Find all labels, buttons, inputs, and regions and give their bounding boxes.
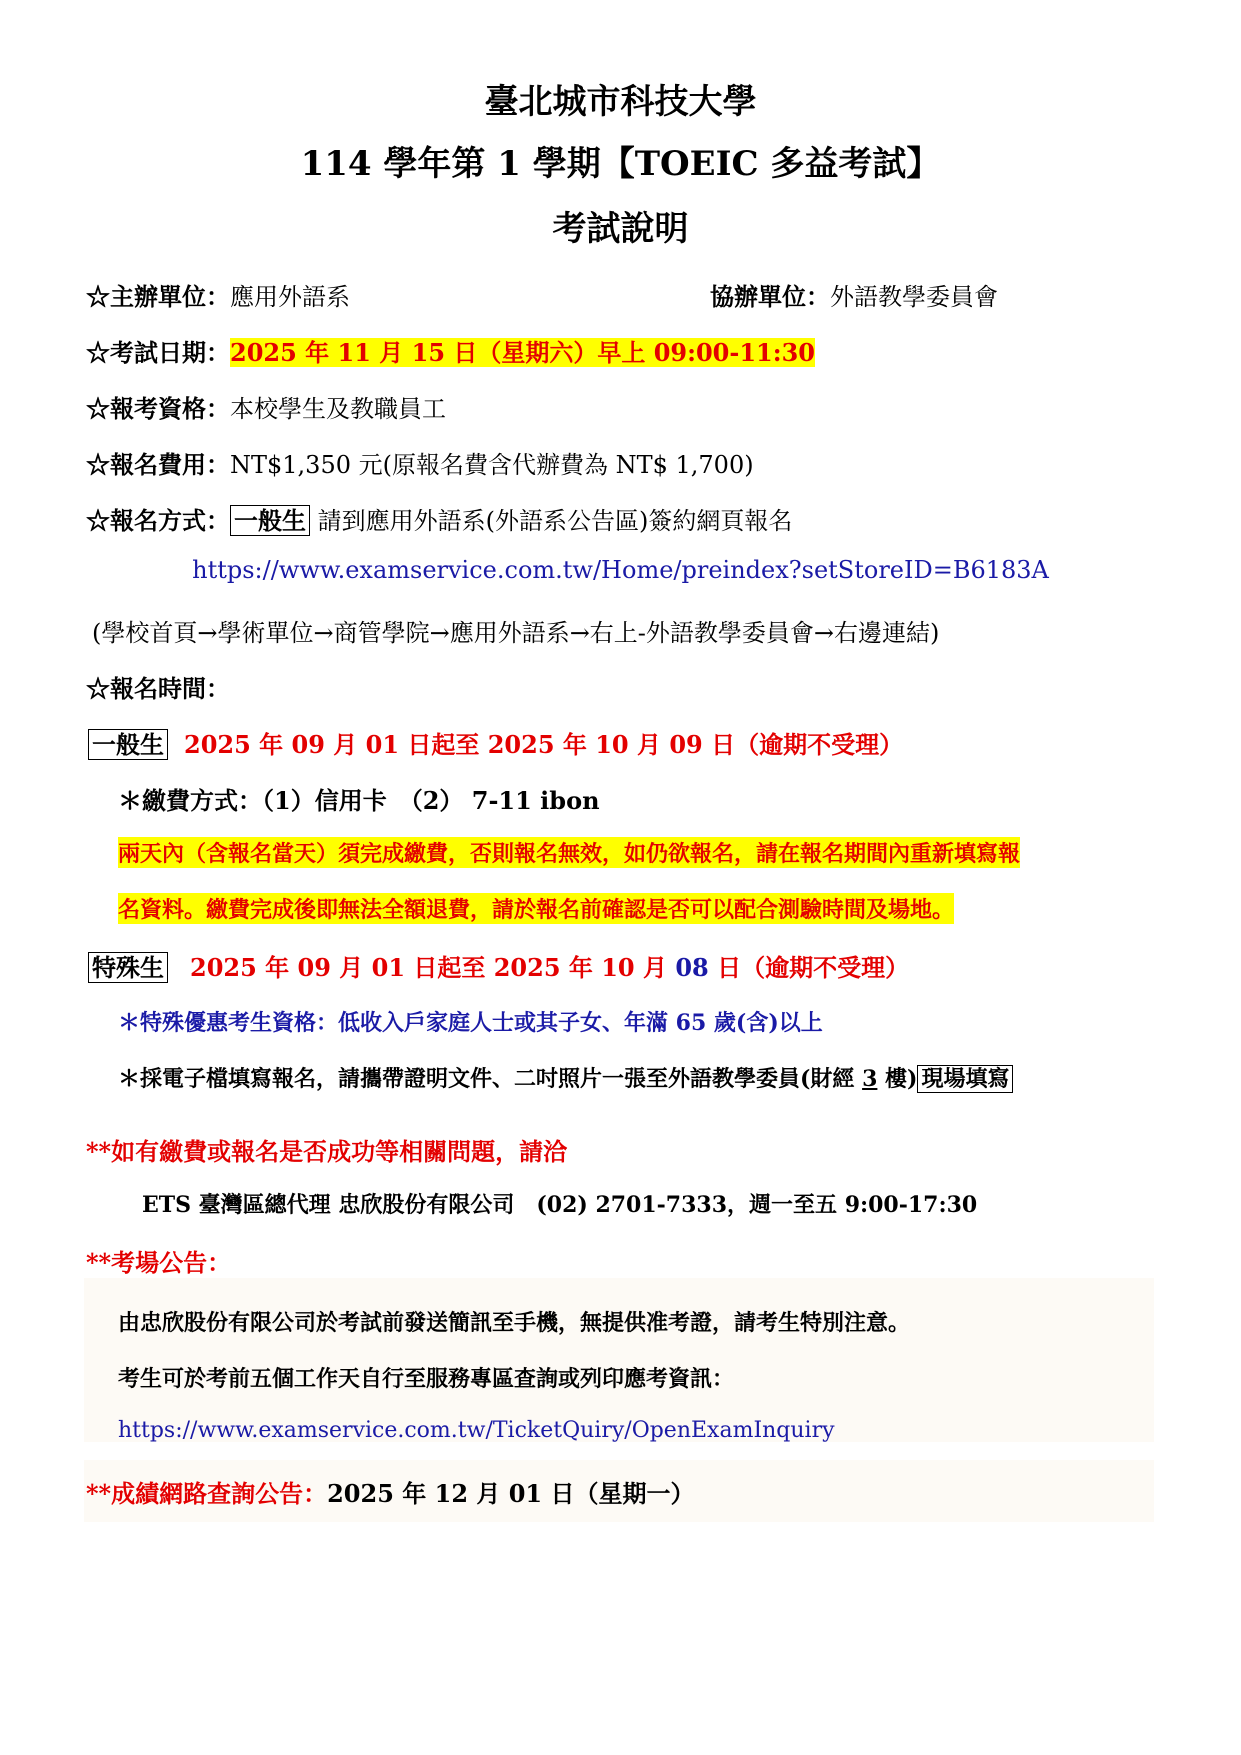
eligibility-row <box>86 389 446 424</box>
navigation-path: (學校首頁→學術單位→商管學院→應用外語系→右上-外語教學委員會→右邊連結) <box>92 619 940 647</box>
exam-title: 114 學年第 1 學期【TOEIC 多益考試】 <box>300 144 941 184</box>
contact-detail: ETS 臺灣區總代理 忠欣股份有限公司 (02) 2701-7333，週一至五 9:00-17:30 <box>142 1192 978 1218</box>
general-tag: 一般生 <box>230 505 310 536</box>
special-process-text: ＊採電子檔填寫報名，請攜帶證明文件、二吋照片一張至外語教學委員(財經 <box>118 1066 863 1092</box>
method-value: 請到應用外語系(外語系公告區)簽約網頁報名 <box>310 507 793 535</box>
venue-heading: **考場公告： <box>86 1248 232 1277</box>
special-period-row <box>88 948 909 983</box>
general-period-dates: 2025 年 09 月 01 日起至 2025 年 10 月 09 日（逾期不受理） <box>184 730 904 759</box>
special-process-floor: 3 <box>862 1066 878 1092</box>
fee-label: ☆報名費用： <box>86 450 230 479</box>
score-heading: **成績網路查詢公告： <box>86 1479 328 1508</box>
special-period-dates-c: 日（逾期不受理） <box>708 953 910 982</box>
special-process-row <box>118 1062 1013 1093</box>
general-period-row <box>88 725 903 760</box>
special-period-dates-a: 2025 年 09 月 01 日起至 2025 年 10 月 <box>190 953 676 982</box>
venue-line2: 考生可於考前五個工作天自行至服務專區查詢或列印應考資訊： <box>118 1366 735 1392</box>
school-title: 臺北城市科技大學 <box>484 82 757 122</box>
eligibility-label: ☆報考資格： <box>86 394 230 423</box>
venue-inquiry-link[interactable]: https://www.examservice.com.tw/TicketQuiry/OpenExamInquiry <box>118 1418 835 1443</box>
payment-warning-line2: 名資料。繳費完成後即無法全額退費，請於報名前確認是否可以配合測驗時間及場地。 <box>118 893 954 924</box>
payment-warning-line1: 兩天內（含報名當天）須完成繳費，否則報名無效，如仍欲報名，請在報名期間內重新填寫報 <box>118 837 1020 868</box>
exam-date-label: ☆考試日期： <box>86 338 230 367</box>
co-organizer-label: 協辦單位： <box>710 282 830 311</box>
exam-date-row <box>86 333 815 368</box>
doc-subtitle: 考試說明 <box>552 209 689 249</box>
organizer-value: 應用外語系 <box>230 283 350 311</box>
co-organizer-row <box>710 277 998 312</box>
contact-heading: **如有繳費或報名是否成功等相關問題，請洽 <box>86 1137 568 1166</box>
fee-value: NT$1,350 元(原報名費含代辦費為 NT$ 1,700) <box>230 451 754 479</box>
onsite-fill-tag: 現場填寫 <box>917 1065 1013 1093</box>
organizer-label: ☆主辦單位： <box>86 282 230 311</box>
registration-link[interactable]: https://www.examservice.com.tw/Home/preindex?setStoreID=B6183A <box>192 556 1049 584</box>
period-label: ☆報名時間： <box>86 674 230 703</box>
co-organizer-value: 外語教學委員會 <box>830 283 998 311</box>
fee-row <box>86 445 754 480</box>
organizer-row <box>86 277 350 312</box>
general-period-tag: 一般生 <box>88 729 168 760</box>
special-qualification: ＊特殊優惠考生資格：低收入戶家庭人士或其子女、年滿 65 歲(含)以上 <box>118 1010 823 1036</box>
score-row <box>86 1474 694 1509</box>
special-process-text-b: 樓) <box>877 1066 918 1092</box>
special-period-tag: 特殊生 <box>88 952 168 983</box>
eligibility-value: 本校學生及教職員工 <box>230 395 446 423</box>
score-value: 2025 年 12 月 01 日（星期一） <box>327 1479 695 1508</box>
special-period-dates-b: 08 <box>675 953 709 982</box>
exam-date-value: 2025 年 11 月 15 日（星期六）早上 09:00-11:30 <box>230 338 815 367</box>
method-label: ☆報名方式： <box>86 506 230 535</box>
method-row <box>86 501 792 536</box>
payment-methods: ＊繳費方式：（1）信用卡 （2） 7-11 ibon <box>118 786 600 815</box>
venue-line1: 由忠欣股份有限公司於考試前發送簡訊至手機，無提供准考證，請考生特別注意。 <box>118 1310 911 1336</box>
